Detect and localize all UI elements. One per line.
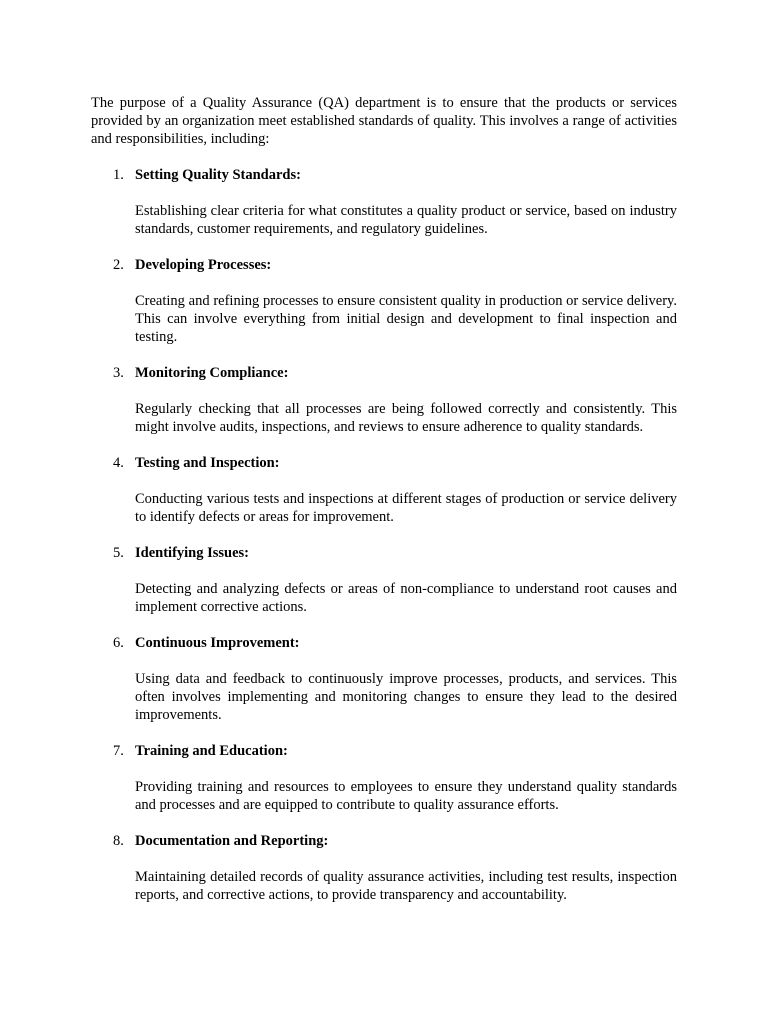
item-number: 2. — [113, 257, 124, 273]
intro-paragraph: The purpose of a Quality Assurance (QA) department is to ensure that the products or services provided by an organization meet established standards of quality. This involves a range of activities and responsibilities, including: — [91, 95, 677, 147]
item-number: 1. — [113, 167, 124, 183]
item-number: 6. — [113, 635, 124, 651]
list-item — [91, 256, 677, 346]
item-number: 5. — [113, 545, 124, 561]
item-number: 8. — [113, 833, 124, 849]
item-title: Documentation and Reporting: — [135, 833, 329, 849]
item-title: Training and Education: — [135, 743, 288, 759]
list-item — [91, 166, 677, 238]
item-number: 7. — [113, 743, 124, 759]
item-number: 4. — [113, 455, 124, 471]
responsibilities-list — [91, 166, 677, 904]
list-item — [91, 634, 677, 724]
item-title: Testing and Inspection: — [135, 455, 280, 471]
list-item — [91, 454, 677, 526]
item-description: Detecting and analyzing defects or areas of non-compliance to understand root causes and implement corrective actions. — [135, 581, 677, 615]
item-description: Creating and refining processes to ensure consistent quality in production or service delivery. This can involve everything from initial design and development to final inspection and testing. — [135, 293, 677, 345]
item-description: Using data and feedback to continuously improve processes, products, and services. This often involves implementing and monitoring changes to ensure they lead to the desired improvements. — [135, 671, 677, 723]
list-item — [91, 742, 677, 814]
item-title: Continuous Improvement: — [135, 635, 300, 651]
item-description: Regularly checking that all processes are being followed correctly and consistently. This might involve audits, inspections, and reviews to ensure adherence to quality standards. — [135, 401, 677, 435]
item-description: Establishing clear criteria for what constitutes a quality product or service, based on industry standards, customer requirements, and regulatory guidelines. — [135, 203, 677, 237]
list-item — [91, 544, 677, 616]
item-description: Conducting various tests and inspections at different stages of production or service delivery to identify defects or areas for improvement. — [135, 491, 677, 525]
item-number: 3. — [113, 365, 124, 381]
item-title: Identifying Issues: — [135, 545, 250, 561]
item-description: Maintaining detailed records of quality assurance activities, including test results, inspection reports, and corrective actions, to provide transparency and accountability. — [135, 869, 677, 903]
item-description: Providing training and resources to employees to ensure they understand quality standards and processes and are equipped to contribute to quality assurance efforts. — [135, 779, 677, 813]
item-title: Developing Processes: — [135, 257, 272, 273]
document-page — [91, 94, 677, 904]
item-title: Setting Quality Standards: — [135, 167, 301, 183]
item-title: Monitoring Compliance: — [135, 365, 289, 381]
list-item — [91, 832, 677, 904]
list-item — [91, 364, 677, 436]
